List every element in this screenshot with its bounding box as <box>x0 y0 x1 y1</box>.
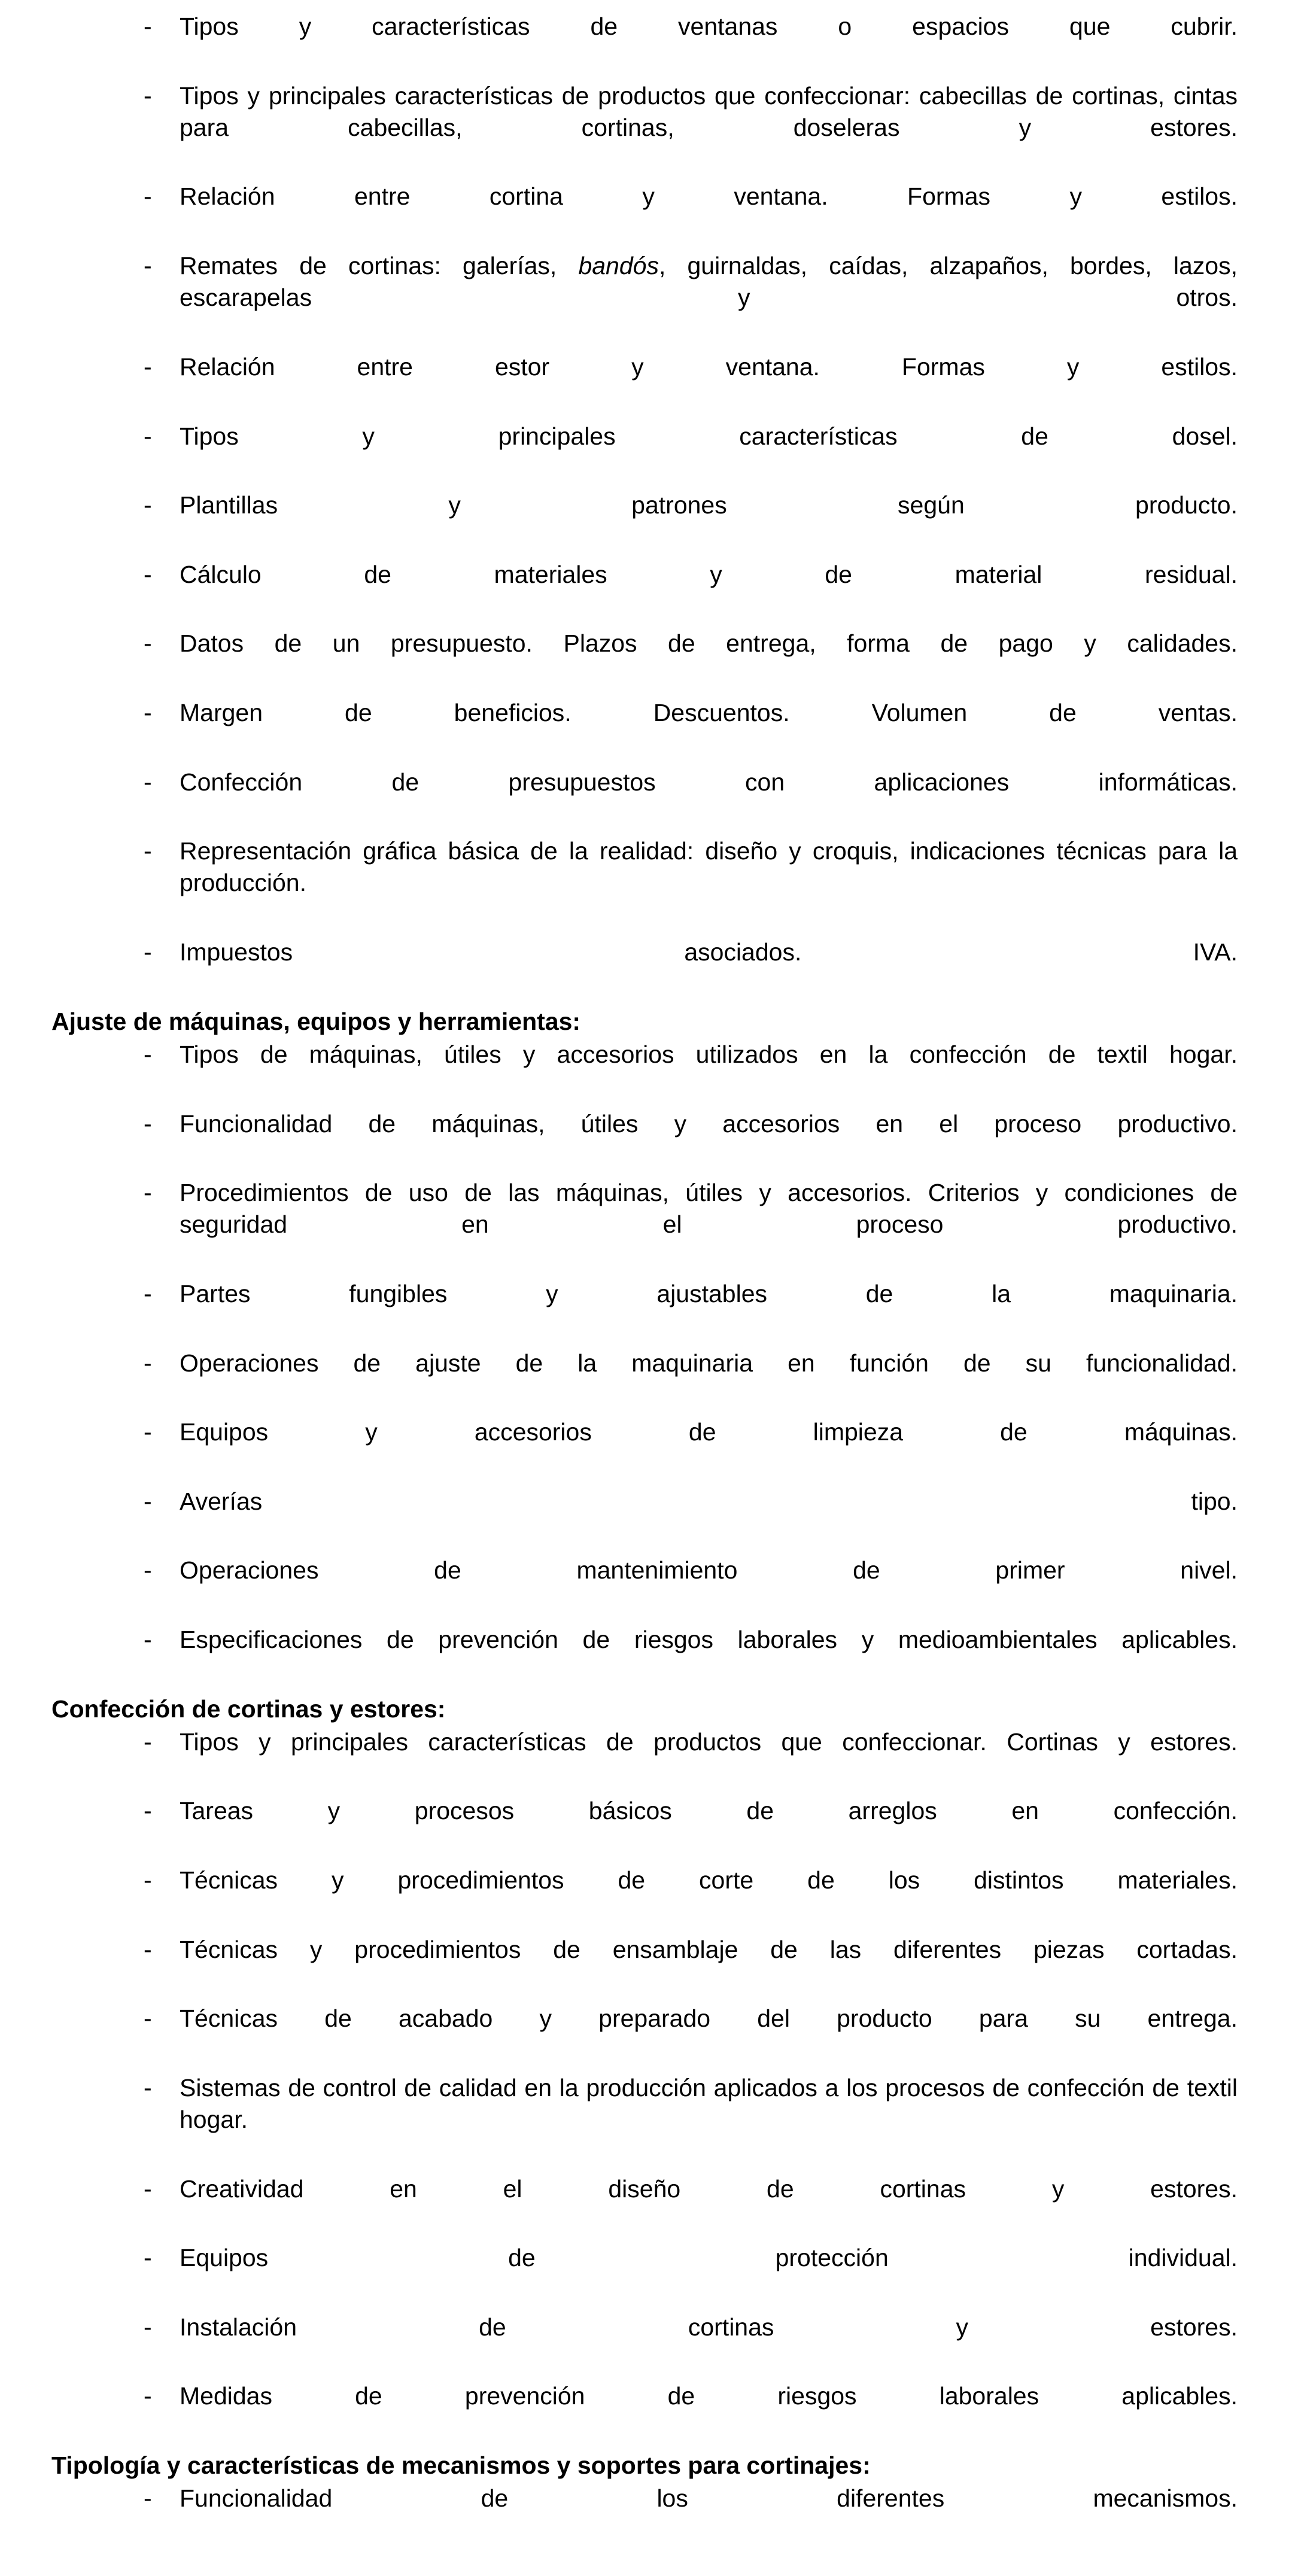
content-block <box>48 1693 1241 2445</box>
bullet-marker: - <box>144 252 152 280</box>
list-item-text: Impuestos asociados. IVA. <box>180 938 1238 966</box>
bullet-marker: - <box>144 1728 152 1756</box>
list-item <box>48 1177 1241 1273</box>
list-item-text: Equipos y accesorios de limpieza de máquinas. <box>180 1418 1238 1446</box>
list-item <box>48 1555 1241 1619</box>
list-item <box>48 1865 1241 1929</box>
list-item-text: Tipos y características de ventanas o espacios que cubrir. <box>180 13 1238 40</box>
list-item <box>48 1039 1241 1103</box>
bullet-marker: - <box>144 560 152 588</box>
list-item <box>48 1416 1241 1480</box>
list-item <box>48 2173 1241 2237</box>
bullet-marker: - <box>144 1349 152 1377</box>
bullet-list <box>48 11 1241 1000</box>
list-item-text: Tareas y procesos básicos de arreglos en confección. <box>180 1797 1238 1825</box>
bullet-marker: - <box>144 2073 152 2101</box>
list-item-text: Técnicas de acabado y preparado del producto para su entrega. <box>180 2005 1238 2033</box>
list-item-text: Medidas de prevención de riesgos laborales aplicables. <box>180 2382 1238 2410</box>
bullet-list <box>48 1039 1241 1688</box>
bullet-marker: - <box>144 2313 152 2341</box>
list-item <box>48 767 1241 831</box>
list-item-text: Margen de beneficios. Descuentos. Volumen de ventas. <box>180 698 1238 726</box>
list-item <box>48 181 1241 245</box>
list-item-text: Tipos y principales características de productos que confeccionar. Cortinas y estores. <box>180 1728 1238 1756</box>
bullet-marker: - <box>144 1040 152 1068</box>
list-item-text: Funcionalidad de máquinas, útiles y accesorios en el proceso productivo. <box>180 1109 1238 1138</box>
list-item <box>48 1934 1241 1998</box>
list-item <box>48 1486 1241 1550</box>
list-item <box>48 697 1241 761</box>
list-item-text: Técnicas y procedimientos de corte de los distintos materiales. <box>180 1866 1238 1894</box>
bullet-marker: - <box>144 938 152 966</box>
list-item-text: Procedimientos de uso de las máquinas, útiles y accesorios. Criterios y condiciones de seguridad en el proceso productivo. <box>180 1179 1238 1239</box>
list-item-text: Relación entre estor y ventana. Formas y estilos. <box>180 352 1238 381</box>
list-item <box>48 250 1241 346</box>
list-item <box>48 559 1241 623</box>
bullet-marker: - <box>144 1935 152 1963</box>
bullet-marker: - <box>144 81 152 110</box>
bullet-marker: - <box>144 1109 152 1138</box>
list-item <box>48 2380 1241 2444</box>
bullet-marker: - <box>144 698 152 726</box>
list-item <box>48 2072 1241 2168</box>
list-item-text: Plantillas y patrones según producto. <box>180 491 1238 519</box>
bullet-marker: - <box>144 1797 152 1825</box>
list-item <box>48 11 1241 75</box>
bullet-marker: - <box>144 2174 152 2203</box>
list-item <box>48 80 1241 176</box>
bullet-marker: - <box>144 422 152 450</box>
list-item <box>48 1348 1241 1412</box>
list-item-text: Instalación de cortinas y estores. <box>180 2313 1238 2341</box>
list-item-text: Funcionalidad de los diferentes mecanismos. <box>180 2484 1238 2513</box>
list-item-text: Partes fungibles y ajustables de la maquinaria. <box>180 1279 1238 1307</box>
section-heading: Tipología y características de mecanismos y soportes para cortinajes: <box>51 2452 871 2480</box>
list-item <box>48 2242 1241 2306</box>
list-item <box>48 2483 1241 2547</box>
list-item <box>48 489 1241 553</box>
bullet-marker: - <box>144 491 152 519</box>
list-item <box>48 1624 1241 1688</box>
section-heading: Ajuste de máquinas, equipos y herramientas: <box>51 1007 581 1035</box>
list-item-text-italic: Remates de cortinas: galerías, bandós, guirnaldas, caídas, alzapaños, bordes, lazos, escarapelas y otros. <box>180 252 1238 312</box>
list-item-text: Tipos y principales características de productos que confeccionar: cabecillas de cortinas, cintas para cabecillas, cortinas, doseleras y estores. <box>180 81 1238 141</box>
content-block <box>48 11 1241 1000</box>
bullet-marker: - <box>144 1279 152 1307</box>
list-item-text: Cálculo de materiales y de material residual. <box>180 560 1238 588</box>
list-item-text: Relación entre cortina y ventana. Formas y estilos. <box>180 183 1238 211</box>
list-item-text: Operaciones de ajuste de la maquinaria en función de su funcionalidad. <box>180 1349 1238 1377</box>
list-item-text: Sistemas de control de calidad en la producción aplicados a los procesos de confección de textil hogar. <box>180 2073 1238 2134</box>
bullet-marker: - <box>144 2244 152 2272</box>
list-item-text: Tipos y principales características de dosel. <box>180 422 1238 450</box>
list-item <box>48 835 1241 931</box>
bullet-marker: - <box>144 2005 152 2033</box>
bullet-marker: - <box>144 768 152 796</box>
list-item <box>48 2003 1241 2067</box>
list-item-text: Equipos de protección individual. <box>180 2244 1238 2272</box>
bullet-marker: - <box>144 1625 152 1653</box>
bullet-marker: - <box>144 629 152 658</box>
list-item-text: Confección de presupuestos con aplicaciones informáticas. <box>180 768 1238 796</box>
bullet-marker: - <box>144 1866 152 1894</box>
content-block <box>48 2450 1241 2547</box>
bullet-marker: - <box>144 837 152 865</box>
list-item-text: Averías tipo. <box>180 1487 1238 1515</box>
list-item <box>48 1108 1241 1172</box>
bullet-marker: - <box>144 1418 152 1446</box>
list-item <box>48 1726 1241 1790</box>
bullet-marker: - <box>144 1487 152 1515</box>
list-item-text: Creatividad en el diseño de cortinas y estores. <box>180 2174 1238 2203</box>
bullet-marker: - <box>144 13 152 40</box>
list-item-text: Tipos de máquinas, útiles y accesorios utilizados en la confección de textil hogar. <box>180 1040 1238 1068</box>
bullet-marker: - <box>144 2484 152 2513</box>
list-item <box>48 1795 1241 1859</box>
list-item <box>48 1278 1241 1342</box>
list-item <box>48 351 1241 415</box>
bullet-marker: - <box>144 1556 152 1584</box>
section-heading: Confección de cortinas y estores: <box>51 1695 446 1723</box>
list-item-text: Datos de un presupuesto. Plazos de entrega, forma de pago y calidades. <box>180 629 1238 658</box>
list-item <box>48 936 1241 1000</box>
list-item <box>48 421 1241 485</box>
list-item-text: Operaciones de mantenimiento de primer nivel. <box>180 1556 1238 1584</box>
list-item-text: Especificaciones de prevención de riesgos laborales y medioambientales aplicables. <box>180 1625 1238 1653</box>
bullet-marker: - <box>144 352 152 381</box>
bullet-list <box>48 1726 1241 2444</box>
bullet-marker: - <box>144 1179 152 1207</box>
bullet-marker: - <box>144 2382 152 2410</box>
content-block <box>48 1006 1241 1688</box>
bullet-marker: - <box>144 183 152 211</box>
list-item <box>48 2312 1241 2376</box>
bullet-list <box>48 2483 1241 2547</box>
list-item <box>48 628 1241 692</box>
list-item-text: Representación gráfica básica de la realidad: diseño y croquis, indicaciones técnicas para la producción. <box>180 837 1238 897</box>
list-item-text: Técnicas y procedimientos de ensamblaje de las diferentes piezas cortadas. <box>180 1935 1238 1963</box>
